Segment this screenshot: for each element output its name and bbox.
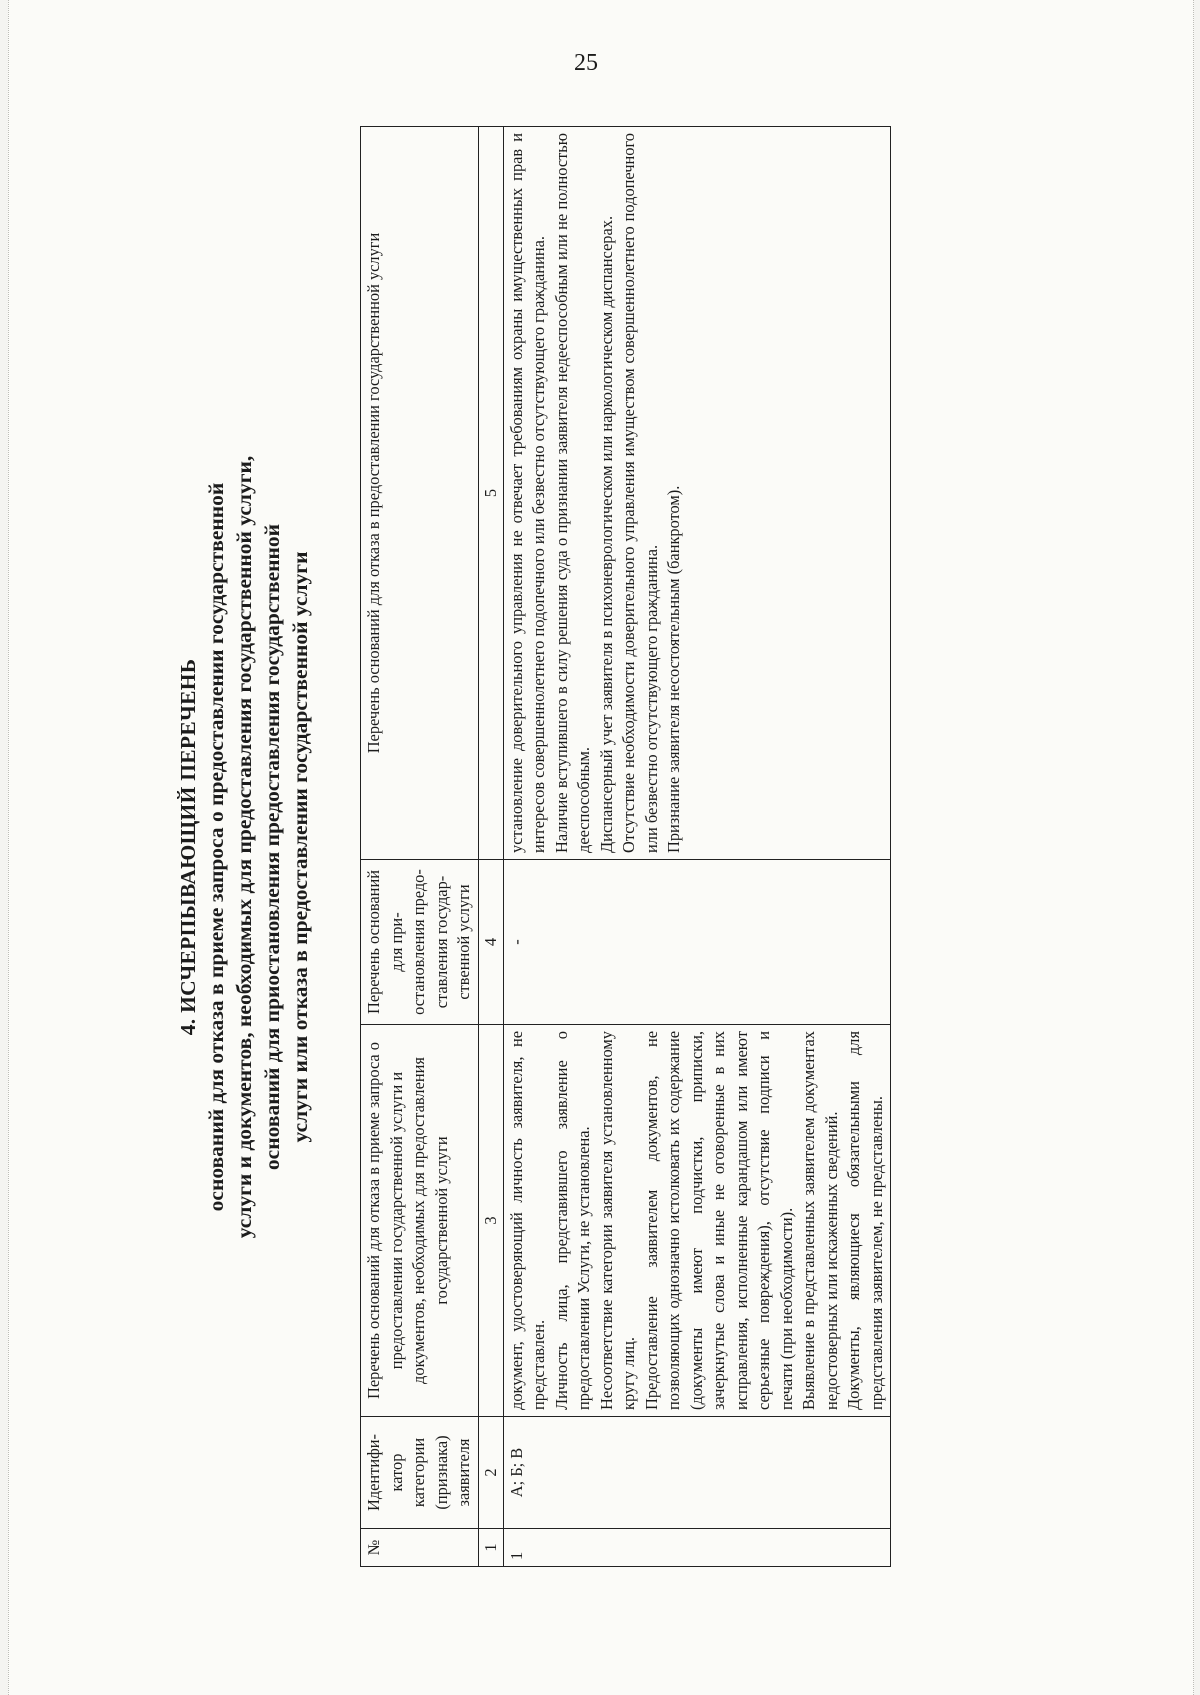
header-cell-refuse-service: Перечень оснований для отказа в предоставлении государственной услуги [361, 127, 479, 860]
row-number: 1 [503, 1529, 891, 1567]
column-number: 1 [478, 1529, 503, 1567]
reject-reason: Несоответствие категории заявителя установленному кругу лиц. [596, 1031, 638, 1410]
heading-title: 4. ИСЧЕРПЫВАЮЩИЙ ПЕРЕЧЕНЬ [176, 658, 200, 1036]
reject-reason: Выявление в представленных заявителем документах недостоверных или искаженных сведений. [799, 1031, 841, 1410]
refuse-reason: Диспансерный учет заявителя в психоневрологическом или наркологическом диспансерах. [596, 215, 616, 853]
reject-reason: документ, удостоверяющий личность заявителя, не представлен. [506, 1031, 548, 1410]
column-number-row [478, 127, 503, 1567]
header-cell-number: № [361, 1529, 479, 1567]
heading-line: услуги или отказа в предоставлении государственной услуги [288, 551, 312, 1143]
section-heading [174, 117, 314, 1577]
reject-reason: Предоставление заявителем документов, не позволяющих однозначно истолковать их содержание (документы имеют подчистки, приписки, зачеркнутые слова и иные не оговоренные в них исправления, исполненные карандашом или имеют серьезные повреждения), отсутствие подписи и печати (при необходимости). [641, 1031, 796, 1410]
refuse-reason: Наличие вступившего в силу решения суда о признании заявителя недееспособным или не полностью дееспособным. [551, 133, 593, 853]
refuse-reason: установление доверительного управления не отвечает требованиям охраны имущественных прав и интересов совершеннолетнего подопечного или безвестно отсутствующего гражданина. [506, 133, 548, 853]
row-category: А; Б; В [503, 1417, 891, 1529]
rotated-content [174, 117, 1054, 1577]
table-header-row [361, 127, 479, 1567]
column-number: 5 [478, 127, 503, 860]
document-page [8, 0, 1194, 1695]
refuse-reason: Отсутствие необходимости доверительного управления имуществом совершеннолетнего подопечного или безвестно отсутствующего гражданина. [619, 133, 661, 853]
column-number: 4 [478, 860, 503, 1025]
row-reject-request [503, 1025, 891, 1417]
row-suspend: - [503, 860, 891, 1025]
heading-line: оснований для отказа в приеме запроса о предоставлении государственной [204, 482, 228, 1212]
header-cell-category: Идентифи-катор категории (признака) заявителя [361, 1417, 479, 1529]
column-number: 2 [478, 1417, 503, 1529]
refuse-reason: Признание заявителя несостоятельным (банкротом). [664, 485, 683, 853]
reject-reason: Личность лица, представившего заявление о предоставлении Услуги, не установлена. [551, 1031, 593, 1410]
header-cell-suspend: Перечень оснований для при-остановления предо-ставления государ-ственной услуги [361, 860, 479, 1025]
heading-line: услуги и документов, необходимых для предоставления государственной услуги, [232, 455, 256, 1239]
page-number: 25 [574, 50, 598, 76]
reject-reason: Документы, являющиеся обязательными для представления заявителем, не представлены. [844, 1031, 886, 1410]
table-row [503, 127, 891, 1567]
row-refuse-service [503, 127, 891, 860]
grounds-table [360, 126, 891, 1567]
header-cell-reject-request: Перечень оснований для отказа в приеме запроса о предоставлении государственной услуги и документов, необходимых для предоставления государственной услуги [361, 1025, 479, 1417]
column-number: 3 [478, 1025, 503, 1417]
heading-line: оснований для приостановления предоставления государственной [260, 523, 284, 1171]
